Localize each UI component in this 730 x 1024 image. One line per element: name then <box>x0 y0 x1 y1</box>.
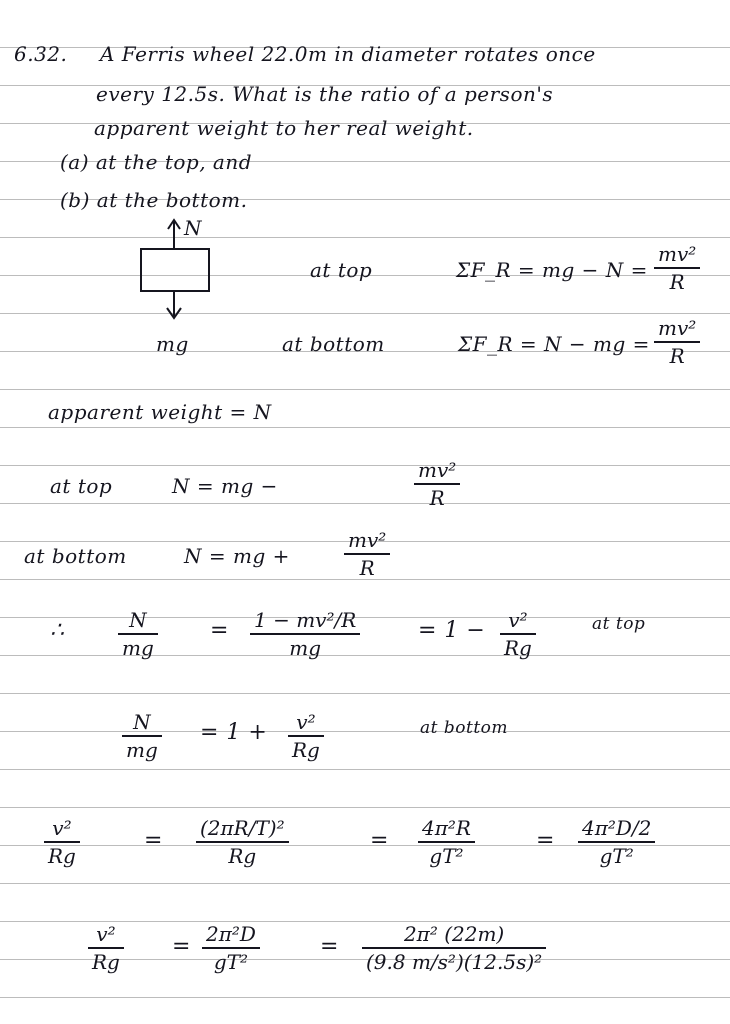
ratio-top-eq-2: = 1 − <box>418 618 486 643</box>
eq-bottom-label: at bottom <box>282 332 385 356</box>
n-top-label: at top <box>50 474 113 498</box>
ratio-bottom-frac-1-num: N <box>133 710 151 734</box>
n-top-num: mv² <box>418 458 457 482</box>
n-bottom-den: R <box>359 556 375 580</box>
final-eq-1: = <box>172 934 191 959</box>
vsq-frac-4-num: 4π²D/2 <box>582 816 652 840</box>
eq-bottom-num: mv² <box>658 316 697 340</box>
n-top-fraction <box>414 460 460 509</box>
eq-bottom-lhs: ΣF_R = N − mg = <box>458 332 650 356</box>
eq-top-label: at top <box>310 258 373 282</box>
ratio-bottom-frac-1 <box>122 712 162 761</box>
vsq-frac-3 <box>418 818 475 867</box>
final-frac-2 <box>202 924 260 973</box>
ratio-top-frac-1 <box>118 610 158 659</box>
ratio-top-frac-2-num: 1 − mv²/R <box>254 608 357 632</box>
ratio-top-frac-1-den: mg <box>122 636 154 660</box>
vsq-frac-2-num: (2πR/T)² <box>200 816 285 840</box>
ratio-top-frac-3 <box>500 610 536 659</box>
ratio-top-frac-3-num: v² <box>508 608 528 632</box>
final-frac-3-num: 2π² (22m) <box>403 922 505 946</box>
eq-top-fraction <box>654 244 700 293</box>
eq-bottom-fraction <box>654 318 700 367</box>
apparent-weight-definition: apparent weight = N <box>48 400 272 424</box>
ratio-bottom-eq: = 1 + <box>200 720 268 745</box>
vsq-frac-4-den: gT² <box>599 844 634 868</box>
final-frac-2-den: gT² <box>213 950 249 974</box>
fbd-weight-label: mg <box>156 332 189 356</box>
ratio-bottom-frac-2-den: Rg <box>292 738 320 762</box>
eq-top-num: mv² <box>658 242 697 266</box>
vsq-eq-1: = <box>144 828 163 853</box>
fbd-normal-label: N <box>184 216 202 240</box>
vsq-frac-2 <box>196 818 289 867</box>
vsq-frac-4 <box>578 818 655 867</box>
n-top-den: R <box>429 486 445 510</box>
final-frac-1 <box>88 924 124 973</box>
final-frac-2-num: 2π²D <box>206 922 256 946</box>
n-top-lhs: N = mg − <box>172 474 278 498</box>
vsq-frac-1-den: Rg <box>48 844 76 868</box>
problem-line-2: every 12.5s. What is the ratio of a person's <box>96 82 554 106</box>
therefore-symbol: ∴ <box>50 618 65 643</box>
problem-part-a: (a) at the top, and <box>60 150 253 174</box>
ratio-top-frac-1-num: N <box>129 608 147 632</box>
eq-top-lhs: ΣF_R = mg − N = <box>456 258 648 282</box>
eq-bottom-den: R <box>669 344 685 368</box>
ratio-bottom-frac-1-den: mg <box>126 738 158 762</box>
problem-line-3: apparent weight to her real weight. <box>94 116 474 140</box>
ratio-top-frac-2-den: mg <box>289 636 322 660</box>
final-frac-1-num: v² <box>96 922 116 946</box>
vsq-frac-2-den: Rg <box>228 844 257 868</box>
ratio-top-frac-3-den: Rg <box>504 636 532 660</box>
ratio-bottom-frac-2-num: v² <box>296 710 316 734</box>
n-bottom-num: mv² <box>348 528 387 552</box>
ratio-bottom-frac-2 <box>288 712 324 761</box>
vsq-eq-3: = <box>536 828 555 853</box>
vsq-frac-3-num: 4π²R <box>422 816 471 840</box>
ratio-top-tag: at top <box>592 614 646 634</box>
problem-number: 6.32. <box>14 42 68 66</box>
n-bottom-fraction <box>344 530 390 579</box>
ratio-top-frac-2 <box>250 610 360 659</box>
ratio-bottom-tag: at bottom <box>420 718 509 738</box>
n-bottom-label: at bottom <box>24 544 127 568</box>
vsq-frac-3-den: gT² <box>429 844 464 868</box>
problem-part-b: (b) at the bottom. <box>60 188 248 212</box>
vsq-frac-1-num: v² <box>52 816 72 840</box>
vsq-frac-1 <box>44 818 80 867</box>
vsq-eq-2: = <box>370 828 389 853</box>
problem-line-1: A Ferris wheel 22.0m in diameter rotates once <box>100 42 596 66</box>
ratio-top-eq-1: = <box>210 618 229 643</box>
eq-top-den: R <box>669 270 685 294</box>
final-eq-2: = <box>320 934 339 959</box>
final-frac-3-den: (9.8 m/s²)(12.5s)² <box>366 950 543 974</box>
n-bottom-lhs: N = mg + <box>184 544 290 568</box>
final-frac-1-den: Rg <box>92 950 120 974</box>
final-frac-3 <box>362 924 546 973</box>
